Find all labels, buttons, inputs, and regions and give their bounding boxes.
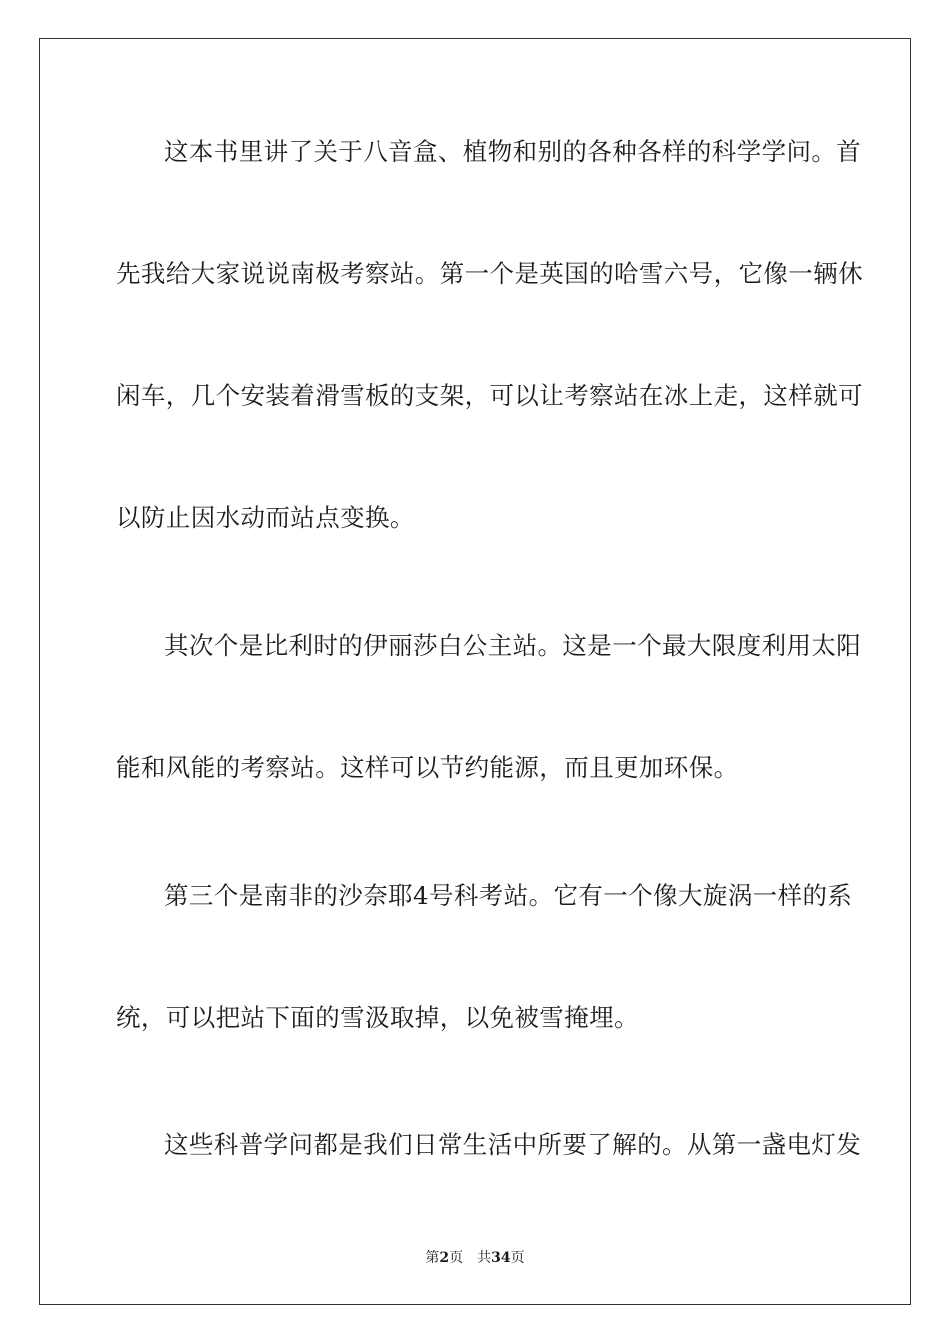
page-prefix: 第	[425, 1250, 440, 1266]
paragraph-4-line-1: 这些科普学问都是我们日常生活中所要了解的。从第一盏电灯发	[164, 1130, 862, 1159]
paragraph-1-line-3: 闲车，几个安装着滑雪板的支架，可以让考察站在冰上走，这样就可	[116, 381, 863, 410]
total-suffix: 页	[510, 1250, 525, 1266]
total-pages: 34	[491, 1250, 511, 1266]
page-border	[39, 38, 911, 1305]
page-suffix: 页	[449, 1250, 464, 1266]
page-footer	[0, 1249, 950, 1267]
paragraph-3-line-2: 统，可以把站下面的雪汲取掉，以免被雪掩埋。	[116, 1003, 639, 1032]
paragraph-2-line-2: 能和风能的考察站。这样可以节约能源，而且更加环保。	[116, 753, 739, 782]
paragraph-1-line-2: 先我给大家说说南极考察站。第一个是英国的哈雪六号，它像一辆休	[116, 259, 863, 288]
paragraph-2-line-1: 其次个是比利时的伊丽莎白公主站。这是一个最大限度利用太阳	[164, 631, 862, 660]
total-prefix: 共	[477, 1250, 492, 1266]
paragraph-3-line-1: 第三个是南非的沙奈耶4号科考站。它有一个像大旋涡一样的系	[164, 881, 853, 910]
page-number: 2	[439, 1250, 450, 1266]
paragraph-1-line-1: 这本书里讲了关于八音盒、植物和别的各种各样的科学学问。首	[164, 137, 862, 166]
paragraph-1-line-4: 以防止因水动而站点变换。	[116, 503, 415, 532]
